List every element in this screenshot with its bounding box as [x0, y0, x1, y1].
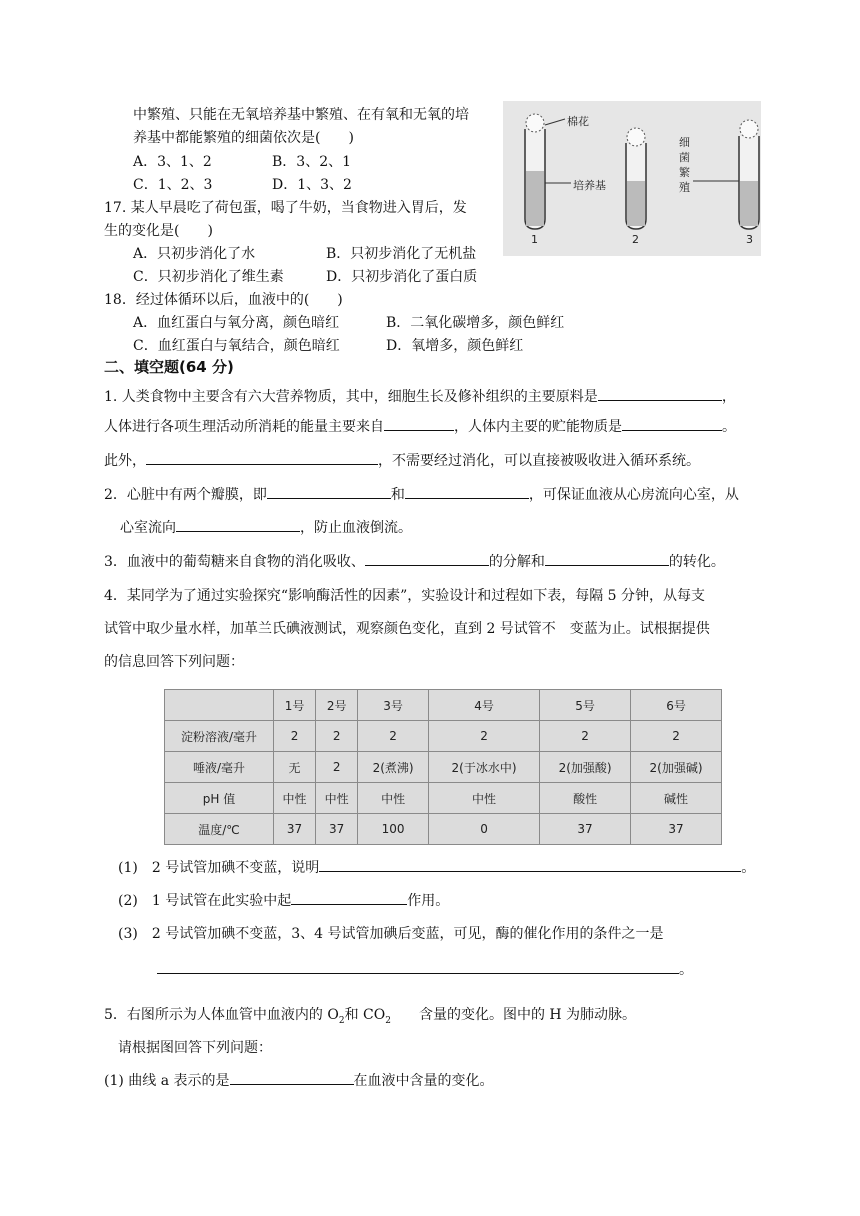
table-cell: 中性 — [316, 783, 358, 814]
q18-option-b: B．二氧化碳增多，颜色鲜红 — [386, 315, 565, 331]
table-header-cell — [165, 690, 274, 721]
subq3-end: 。 — [679, 962, 693, 978]
fill1-text-a-end: ， — [721, 389, 736, 405]
fill3-blank-1[interactable] — [365, 551, 489, 566]
fill4-line2: 试管中取少量水样，加革兰氏碘液测试，观察颜色变化，直到 2 号试管不 变蓝为止。试根据提供 — [104, 621, 710, 637]
table-row-header: 唾液/毫升 — [165, 752, 274, 783]
fill5-text-c-end: 在血液中含量的变化。 — [353, 1073, 494, 1089]
test-tube-1 — [525, 114, 545, 229]
table-cell: 2(煮沸) — [358, 752, 429, 783]
table-row — [165, 814, 722, 845]
fill1-blank-4[interactable] — [146, 450, 378, 465]
table-row — [165, 783, 722, 814]
table-header-cell: 5号 — [540, 690, 631, 721]
fill1-blank-1[interactable] — [598, 386, 722, 401]
fill5-line3 — [104, 1070, 494, 1090]
experiment-table — [164, 689, 722, 845]
table-cell: 37 — [274, 814, 316, 845]
subq2-line — [118, 890, 449, 910]
table-row-header: 温度/℃ — [165, 814, 274, 845]
q18-stem: 18．经过体循环以后，血液中的( ) — [104, 292, 343, 308]
fill1-text-b-end: 。 — [722, 419, 736, 435]
fill1-line3 — [104, 450, 700, 470]
q17-option-d: D．只初步消化了蛋白质 — [326, 269, 478, 285]
tube-number-2: 2 — [632, 233, 639, 246]
subq2-blank[interactable] — [291, 890, 407, 905]
fill4-line3: 的信息回答下列问题： — [104, 654, 244, 670]
fill1-text-b: 人体进行各项生理活动所消耗的能量主要来自 — [104, 419, 384, 435]
subq1-end: 。 — [741, 860, 756, 876]
fill2-text-a: 2．心脏中有两个瓣膜，即 — [104, 487, 267, 503]
table-cell: 酸性 — [540, 783, 631, 814]
label-bacteria-growth: 细 菌 繁 殖 — [679, 136, 690, 194]
table-cell: 2(加强酸) — [540, 752, 631, 783]
fill3-blank-2[interactable] — [545, 551, 669, 566]
table-cell: 中性 — [358, 783, 429, 814]
table-row — [165, 752, 722, 783]
fill2-blank-1[interactable] — [267, 484, 391, 499]
q17-line1: 17. 某人早晨吃了荷包蛋，喝了牛奶，当食物进入胃后，发 — [104, 200, 467, 216]
label-cotton: 棉花 — [567, 115, 589, 128]
q17-option-c: C．只初步消化了维生素 — [133, 269, 284, 285]
table-cell: 2 — [358, 721, 429, 752]
table-cell: 0 — [428, 814, 539, 845]
fill4-line1: 4．某同学为了通过实验探究“影响酶活性的因素”，实验设计和过程如下表，每隔 5 分钟，从每支 — [104, 588, 706, 604]
fill3-text-a-end: 的转化。 — [668, 554, 725, 570]
table-header-cell: 4号 — [428, 690, 539, 721]
table-cell: 37 — [316, 814, 358, 845]
fill1-line1 — [104, 386, 736, 406]
fill1-text-b-mid: ，人体内主要的贮能物质是 — [454, 419, 622, 435]
table-row-header: pH 值 — [165, 783, 274, 814]
fill2-text-a-mid: 和 — [390, 487, 405, 503]
tube-number-1: 1 — [531, 233, 538, 246]
test-tube-3 — [739, 120, 759, 229]
table-cell: 2(加强碱) — [631, 752, 722, 783]
fill5-co2-subscript: 2 — [385, 1015, 391, 1026]
table-cell: 2 — [540, 721, 631, 752]
q16-line2: 养基中都能繁殖的细菌依次是( ) — [133, 130, 354, 146]
table-cell: 无 — [274, 752, 316, 783]
table-cell: 37 — [540, 814, 631, 845]
fill5-line2: 请根据图回答下列问题： — [118, 1040, 272, 1056]
fill2-blank-2[interactable] — [405, 484, 529, 499]
table-cell: 2(于冰水中) — [428, 752, 539, 783]
fill5-line1 — [104, 1004, 636, 1026]
table-header-row — [165, 690, 722, 721]
fill2-blank-3[interactable] — [176, 517, 300, 532]
section-title: 二、填空题(64 分) — [104, 358, 234, 376]
fill3-text-a: 3．血液中的葡萄糖来自食物的消化吸收、 — [104, 554, 365, 570]
fill5-o2-subscript: 2 — [338, 1015, 345, 1026]
fill5-text-c: (1) 曲线 a 表示的是 — [104, 1073, 230, 1089]
q18-option-d: D．氧增多，颜色鲜红 — [386, 338, 524, 354]
table-header-cell: 2号 — [316, 690, 358, 721]
fill2-text-b-end: ，防止血液倒流。 — [300, 520, 412, 536]
subq1-line — [118, 857, 755, 877]
q17-line2: 生的变化是( ) — [104, 223, 213, 239]
fill5-text-a-mid: 和 CO — [344, 1007, 386, 1023]
label-medium: 培养基 — [573, 179, 606, 192]
fill2-text-b: 心室流向 — [120, 520, 176, 536]
q18-option-c: C．血红蛋白与氧结合，颜色暗红 — [133, 338, 340, 354]
fill5-text-a-end: 含量的变化。图中的 H 为肺动脉。 — [390, 1007, 637, 1023]
fill1-text-c-end: ，不需要经过消化，可以直接被吸收进入循环系统。 — [378, 453, 700, 469]
table-header-cell: 6号 — [631, 690, 722, 721]
q16-option-d: D．1、3、2 — [272, 177, 352, 193]
table-cell: 2 — [631, 721, 722, 752]
table-cell: 2 — [428, 721, 539, 752]
fill1-blank-2[interactable] — [384, 416, 454, 431]
table-row-header: 淀粉溶液/毫升 — [165, 721, 274, 752]
q18-option-a: A．血红蛋白与氧分离，颜色暗红 — [133, 315, 340, 331]
fill1-line2 — [104, 416, 736, 436]
table-cell: 碱性 — [631, 783, 722, 814]
fill5-text-a: 5．右图所示为人体血管中血液内的 O — [104, 1007, 339, 1023]
subq2-end: 作用。 — [407, 893, 450, 909]
fill2-text-a-end: ，可保证血液从心房流向心室，从 — [528, 487, 739, 503]
q16-option-b: B．3、2、1 — [272, 154, 352, 170]
fill3-line1 — [104, 551, 725, 571]
table-cell: 37 — [631, 814, 722, 845]
fill1-text-c: 此外， — [104, 453, 146, 469]
fill2-line1 — [104, 484, 739, 504]
table-cell: 2 — [316, 721, 358, 752]
test-tubes-figure — [503, 101, 761, 256]
table-cell: 中性 — [428, 783, 539, 814]
subq2-text: (2) 1 号试管在此实验中起 — [118, 893, 292, 909]
subq3-blank[interactable] — [157, 959, 679, 974]
table-header-cell: 3号 — [358, 690, 429, 721]
table-header-cell: 1号 — [274, 690, 316, 721]
test-tube-2 — [626, 128, 646, 229]
table-cell: 中性 — [274, 783, 316, 814]
table-cell: 2 — [316, 752, 358, 783]
tube-number-3: 3 — [746, 233, 753, 246]
subq1-blank[interactable] — [319, 857, 741, 872]
q17-option-a: A．只初步消化了水 — [133, 246, 256, 262]
fill3-text-a-mid: 的分解和 — [488, 554, 545, 570]
q16-line1: 中繁殖、只能在无氧培养基中繁殖、在有氧和无氧的培 — [133, 107, 469, 123]
fill5-blank-1[interactable] — [230, 1070, 354, 1085]
fill2-line2 — [120, 517, 412, 537]
fill1-blank-3[interactable] — [622, 416, 722, 431]
q16-option-c: C．1、2、3 — [133, 177, 213, 193]
subq3-line1: (3) 2 号试管加碘不变蓝，3、4 号试管加碘后变蓝，可见，酶的催化作用的条件之一是 — [118, 926, 664, 942]
table-cell: 2 — [274, 721, 316, 752]
fill1-text-a: 1. 人类食物中主要含有六大营养物质，其中，细胞生长及修补组织的主要原料是 — [104, 389, 598, 405]
table-cell: 100 — [358, 814, 429, 845]
q17-option-b: B．只初步消化了无机盐 — [326, 246, 477, 262]
q16-option-a: A．3、1、2 — [133, 154, 212, 170]
table-row — [165, 721, 722, 752]
subq1-text: (1) 2 号试管加碘不变蓝，说明 — [118, 860, 320, 876]
subq3-line2 — [157, 959, 693, 979]
